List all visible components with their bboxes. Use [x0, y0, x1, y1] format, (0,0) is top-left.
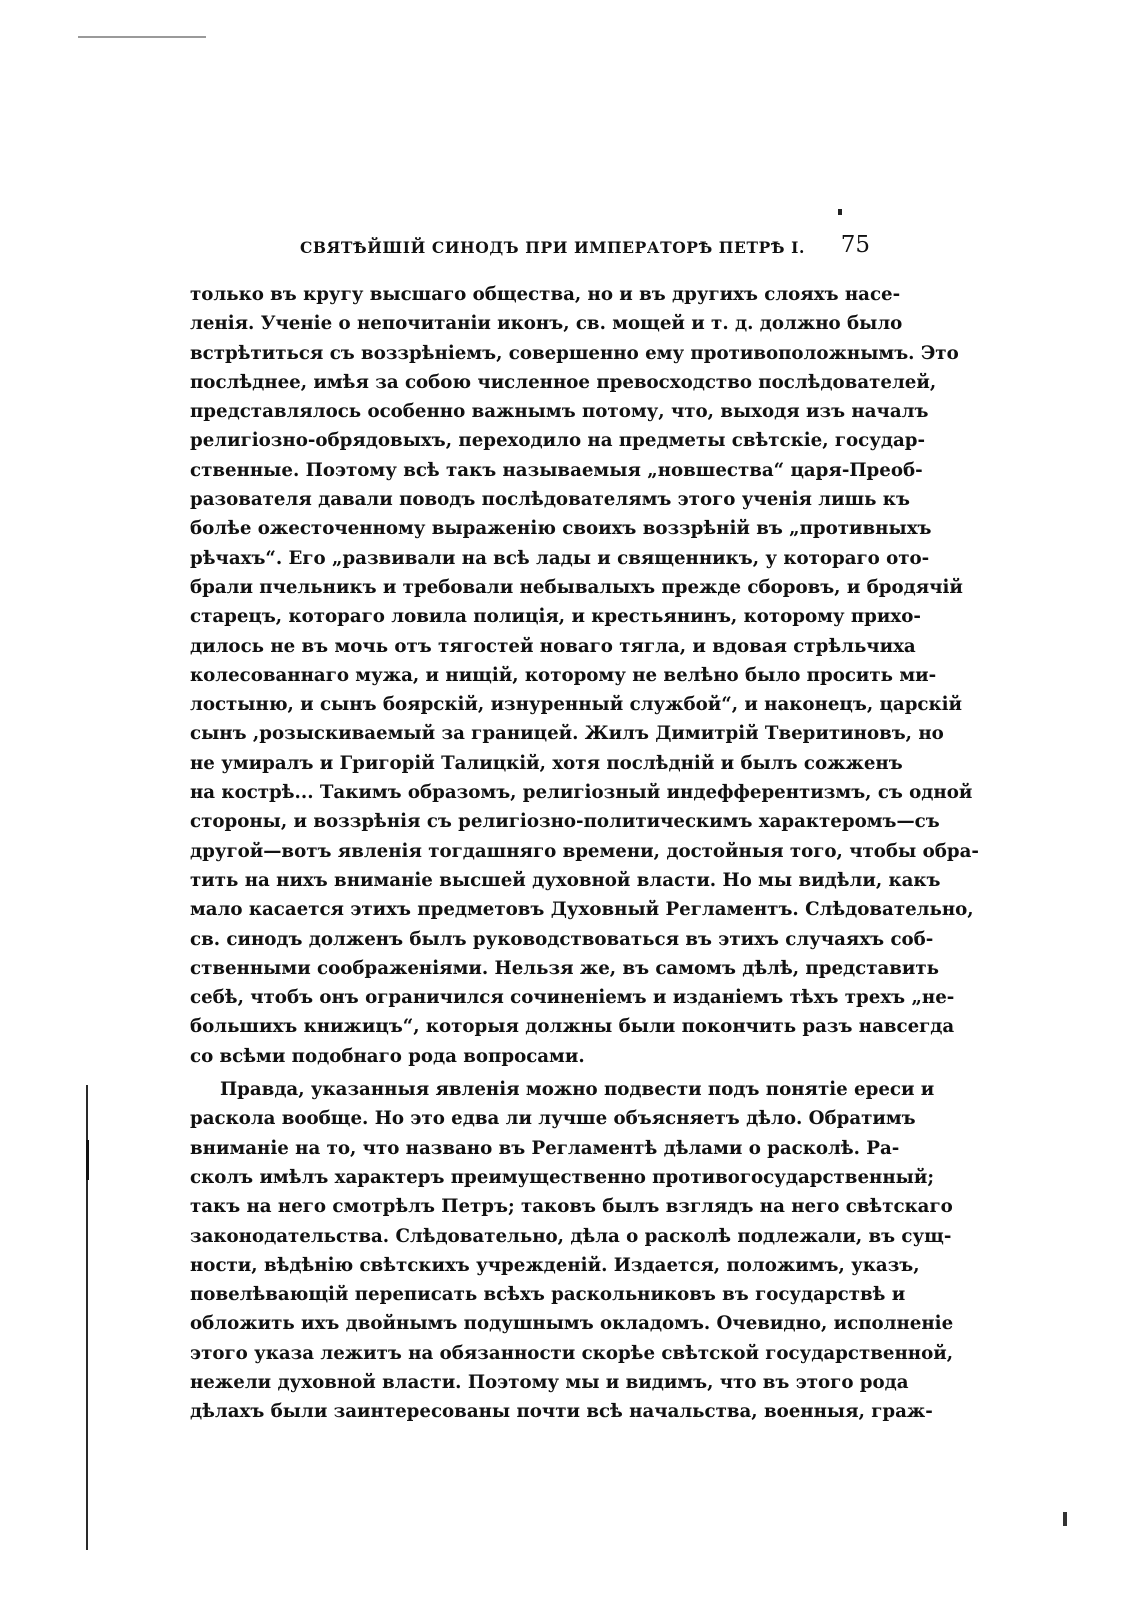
text-line: обложить ихъ двойнымъ подушнымъ окладомъ. Очевидно, исполненіе	[190, 1313, 954, 1335]
text-line: повелѣвающій переписать всѣхъ раскольниковъ въ государствѣ и	[190, 1284, 906, 1306]
text-line: себѣ, чтобъ онъ ограничился сочиненіемъ и изданіемъ тѣхъ трехъ „не-	[190, 987, 955, 1009]
page-number: 75	[840, 232, 870, 258]
text-line: другой—вотъ явленія тогдашняго времени, достойныя того, чтобы обра-	[190, 840, 979, 862]
text-line: большихъ книжицъ“, которыя должны были покончить разъ навсегда	[190, 1016, 955, 1038]
text-line: мало касается этихъ предметовъ Духовный Регламентъ. Слѣдовательно,	[190, 899, 974, 921]
text-line: тить на нихъ вниманіе высшей духовной власти. Но мы видѣли, какъ	[190, 869, 941, 891]
text-line: не умиралъ и Григорій Талицкій, хотя послѣдній и былъ сожженъ	[190, 752, 903, 774]
text-line: раскола вообще. Но это едва ли лучше объясняетъ дѣло. Обратимъ	[190, 1108, 916, 1130]
text-line: дѣлахъ были заинтересованы почти всѣ начальства, военныя, граж-	[190, 1401, 933, 1423]
page-header	[300, 232, 900, 262]
text-line: старецъ, котораго ловила полиція, и крестьянинъ, которому прихо-	[190, 606, 921, 628]
text-line: вниманіе на то, что названо въ Регламентѣ дѣлами о расколѣ. Ра-	[190, 1137, 900, 1159]
paragraph-1	[190, 280, 979, 1071]
running-title: СВЯТѢЙШІЙ СИНОДЪ ПРИ ИМПЕРАТОРѢ ПЕТРѢ I.	[300, 238, 805, 257]
text-line: такъ на него смотрѣлъ Петръ; таковъ былъ взглядъ на него свѣтскаго	[190, 1196, 953, 1218]
body-text	[190, 280, 979, 1427]
text-line: дилось не въ мочь отъ тягостей новаго тягла, и вдовая стрѣльчиха	[190, 635, 916, 657]
text-line: послѣднее, имѣя за собою численное превосходство послѣдователей,	[190, 371, 937, 393]
text-line: сынъ ,розыскиваемый за границей. Жилъ Димитрій Тверитиновъ, но	[190, 723, 944, 745]
text-line: ности, вѣдѣнію свѣтскихъ учрежденій. Издается, положимъ, указъ,	[190, 1254, 920, 1276]
text-line: встрѣтиться съ воззрѣніемъ, совершенно ему противоположнымъ. Это	[190, 342, 959, 364]
text-line: религіозно-обрядовыхъ, переходило на предметы свѣтскіе, государ-	[190, 430, 926, 452]
text-line: этого указа лежитъ на обязанности скорѣе свѣтской государственной,	[190, 1342, 954, 1364]
text-line: со всѣми подобнаго рода вопросами.	[190, 1045, 585, 1067]
text-line: ственными соображеніями. Нельзя же, въ самомъ дѣлѣ, представить	[190, 957, 940, 979]
scan-binding-mark	[86, 1140, 89, 1180]
scan-speck	[838, 209, 842, 215]
text-line: колесованнаго мужа, и нищій, которому не велѣно было просить ми-	[190, 664, 937, 686]
text-line: разователя давали поводъ послѣдователямъ этого ученія лишь къ	[190, 489, 910, 511]
text-line: только въ кругу высшаго общества, но и въ другихъ слояхъ насе-	[190, 284, 901, 305]
text-line: болѣе ожесточенному выраженію своихъ воззрѣній въ „противныхъ	[190, 518, 932, 540]
text-line: на кострѣ... Такимъ образомъ, религіозный индефферентизмъ, съ одной	[190, 782, 973, 804]
text-line: лостыню, и сынъ боярскій, изнуренный службой“, и наконецъ, царскій	[190, 694, 963, 716]
scan-edge-rule	[78, 36, 206, 38]
text-line: ственные. Поэтому всѣ такъ называемыя „новшества“ царя-Преоб-	[190, 459, 923, 481]
text-line: стороны, и воззрѣнія съ религіозно-политическимъ характеромъ—съ	[190, 811, 940, 833]
text-line: Правда, указанныя явленія можно подвести подъ понятіе ереси и	[220, 1079, 935, 1101]
text-line: ленія. Ученіе о непочитаніи иконъ, св. мощей и т. д. должно было	[190, 313, 903, 335]
text-line: представлялось особенно важнымъ потому, что, выходя изъ началъ	[190, 401, 929, 423]
text-line: св. синодъ долженъ былъ руководствоваться въ этихъ случаяхъ соб-	[190, 928, 934, 950]
text-line: нежели духовной власти. Поэтому мы и видимъ, что въ этого рода	[190, 1371, 909, 1393]
text-line: брали пчельникъ и требовали небывалыхъ прежде сборовъ, и бродячій	[190, 576, 963, 598]
text-line: законодательства. Слѣдовательно, дѣла о расколѣ подлежали, въ сущ-	[190, 1225, 952, 1247]
scan-margin-mark	[1063, 1512, 1067, 1526]
text-line: сколъ имѣлъ характеръ преимущественно противогосударственный;	[190, 1166, 935, 1188]
paragraph-2	[190, 1075, 954, 1427]
text-line: рѣчахъ“. Его „развивали на всѣ лады и священникъ, у котораго ото-	[190, 547, 930, 569]
